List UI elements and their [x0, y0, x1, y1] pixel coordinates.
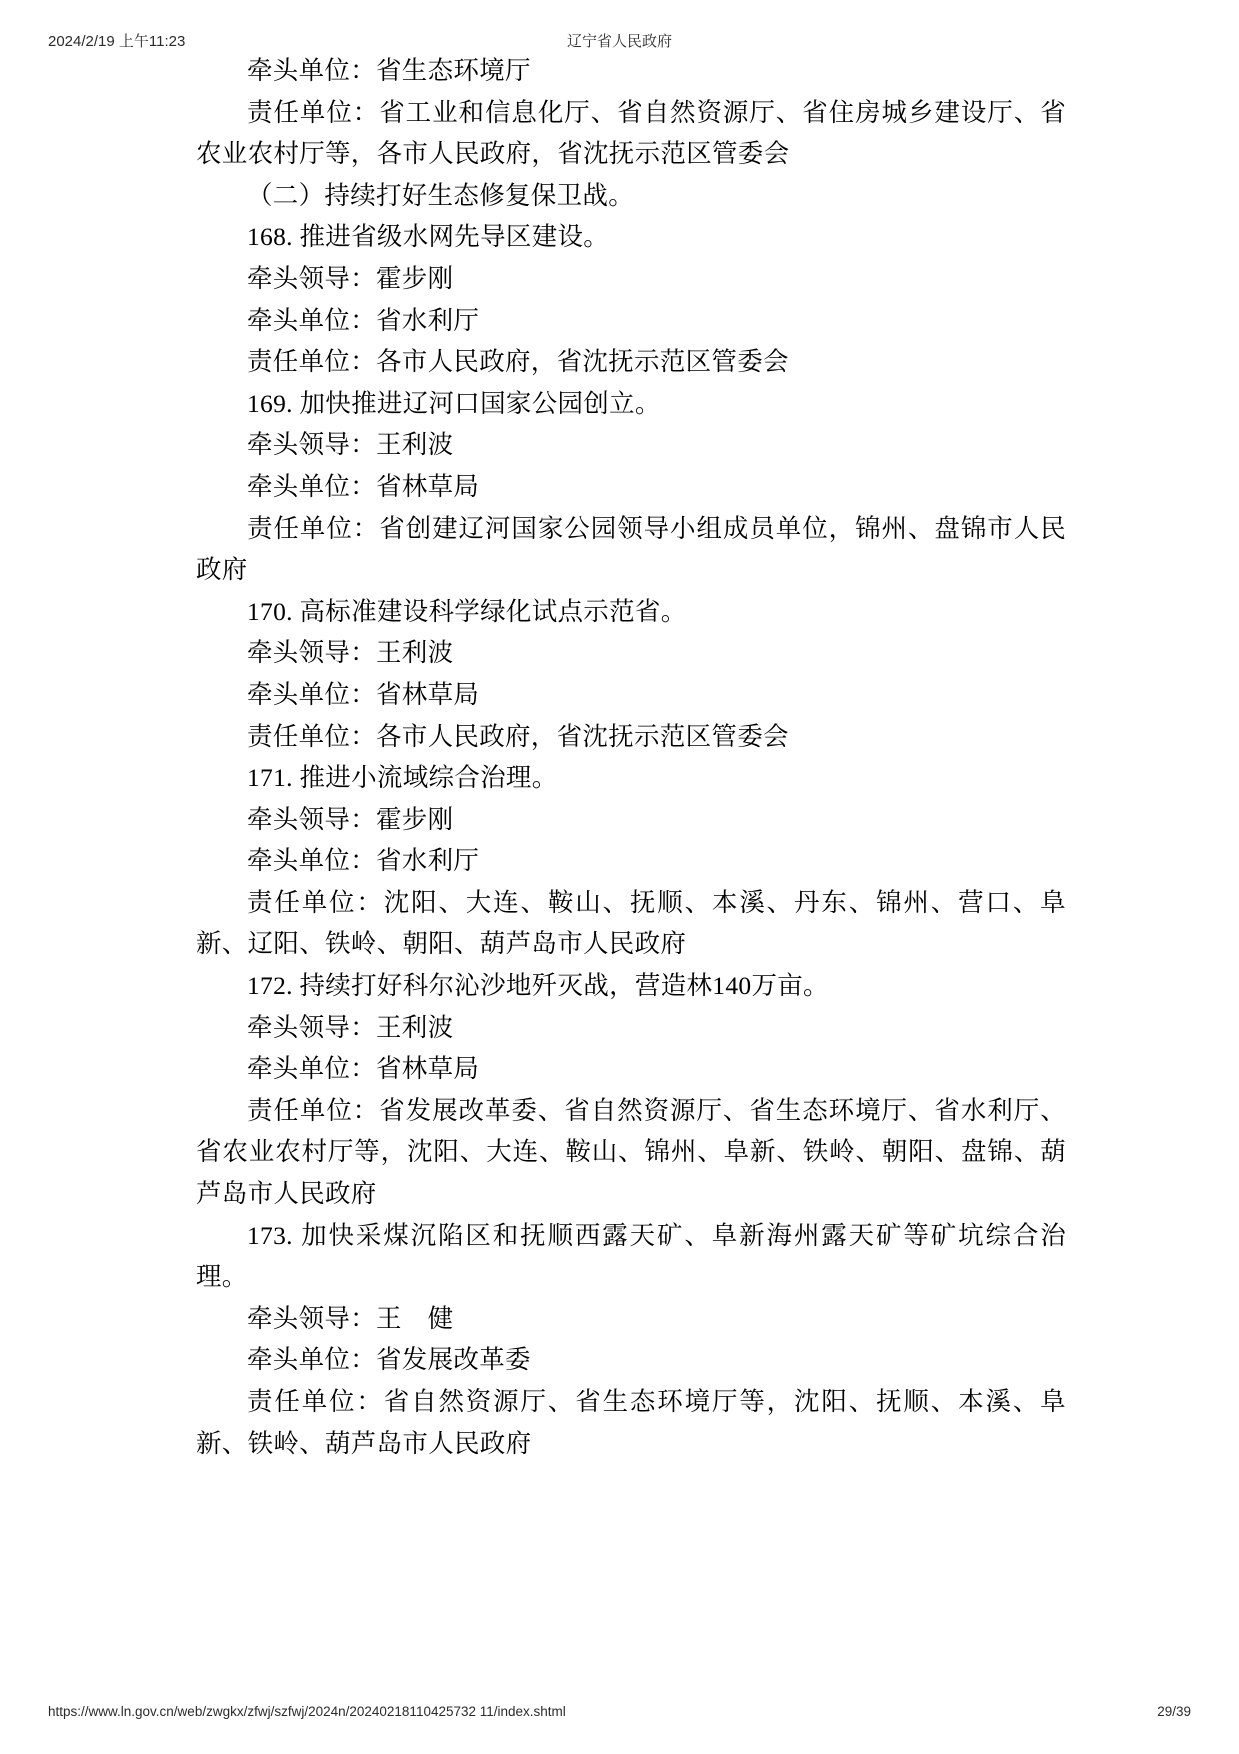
paragraph: 牵头领导：王利波	[247, 430, 454, 460]
document-body	[196, 50, 1066, 1464]
paragraph: 牵头领导：王 健	[247, 1303, 454, 1333]
paragraph: 牵头领导：霍步刚	[247, 804, 454, 834]
paragraph: 责任单位：沈阳、大连、鞍山、抚顺、本溪、丹东、锦州、营口、阜新、辽阳、铁岭、朝阳、葫芦岛市人民政府	[196, 887, 1066, 959]
paragraph: 牵头单位：省林草局	[247, 471, 480, 501]
paragraph: 170. 高标准建设科学绿化试点示范省。	[247, 596, 687, 626]
paragraph: 责任单位：省创建辽河国家公园领导小组成员单位，锦州、盘锦市人民政府	[196, 513, 1066, 585]
paragraph: 责任单位：省发展改革委、省自然资源厅、省生态环境厅、省水利厅、省农业农村厅等，沈阳、大连、鞍山、锦州、阜新、铁岭、朝阳、盘锦、葫芦岛市人民政府	[196, 1095, 1066, 1209]
paragraph: 责任单位：省自然资源厅、省生态环境厅等，沈阳、抚顺、本溪、阜新、铁岭、葫芦岛市人民政府	[196, 1387, 1066, 1458]
paragraph: 牵头单位：省林草局	[247, 1054, 480, 1084]
paragraph: 牵头领导：王利波	[247, 1012, 454, 1042]
site-title: 辽宁省人民政府	[566, 33, 672, 50]
paragraph: 168. 推进省级水网先导区建设。	[247, 222, 610, 252]
paragraph: 责任单位：各市人民政府，省沈抚示范区管委会	[247, 347, 789, 377]
source-url: https://www.ln.gov.cn/web/zwgkx/zfwj/szfwj/2024n/20240218110425732 11/index.shtml	[48, 1704, 566, 1719]
print-footer	[0, 1704, 1239, 1726]
print-timestamp: 2024/2/19 上午11:23	[48, 33, 186, 50]
paragraph: （二）持续打好生态修复保卫战。	[247, 180, 635, 210]
paragraph: 责任单位：省工业和信息化厅、省自然资源厅、省住房城乡建设厅、省农业农村厅等，各市人民政府，省沈抚示范区管委会	[196, 97, 1066, 169]
paragraph: 172. 持续打好科尔沁沙地歼灭战，营造林140万亩。	[247, 971, 829, 1001]
paragraph: 责任单位：各市人民政府，省沈抚示范区管委会	[247, 721, 789, 751]
paragraph: 牵头单位：省发展改革委	[247, 1345, 531, 1375]
paragraph: 169. 加快推进辽河口国家公园创立。	[247, 388, 661, 418]
paragraph: 173. 加快采煤沉陷区和抚顺西露天矿、阜新海州露天矿等矿坑综合治理。	[196, 1220, 1066, 1292]
paragraph: 171. 推进小流域综合治理。	[247, 763, 558, 793]
paragraph: 牵头单位：省水利厅	[247, 305, 480, 335]
paragraph: 牵头领导：霍步刚	[247, 263, 454, 293]
paragraph: 牵头单位：省生态环境厅	[247, 56, 531, 85]
paragraph: 牵头领导：王利波	[247, 638, 454, 668]
page-number: 29/39	[1157, 1704, 1191, 1719]
paragraph: 牵头单位：省林草局	[247, 679, 480, 709]
paragraph: 牵头单位：省水利厅	[247, 846, 480, 876]
